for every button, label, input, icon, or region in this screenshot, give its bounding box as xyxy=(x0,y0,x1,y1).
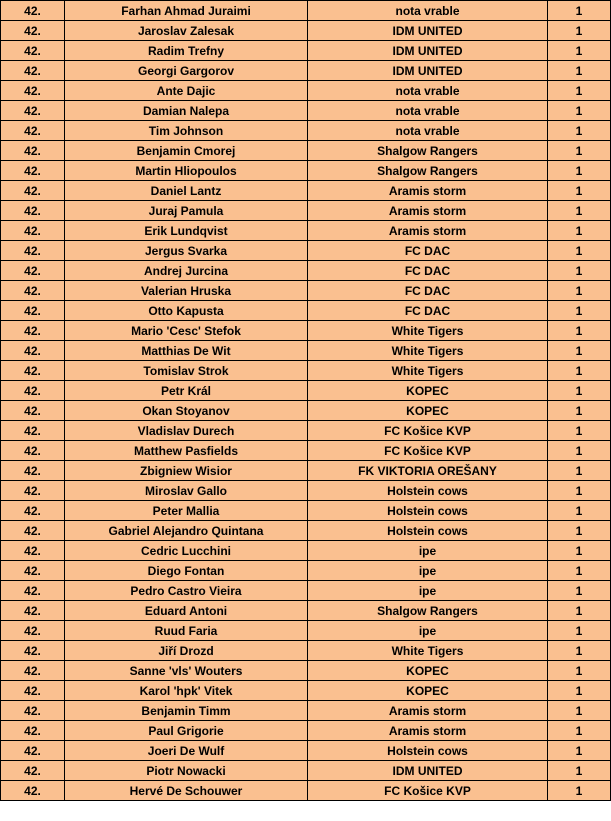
player-name-cell: Otto Kapusta xyxy=(65,301,308,321)
player-name-cell: Pedro Castro Vieira xyxy=(65,581,308,601)
player-name-cell: Joeri De Wulf xyxy=(65,741,308,761)
goals-cell: 1 xyxy=(548,261,611,281)
goals-cell: 1 xyxy=(548,301,611,321)
player-name-cell: Benjamin Cmorej xyxy=(65,141,308,161)
team-name-cell: Aramis storm xyxy=(308,201,548,221)
team-name-cell: ipe xyxy=(308,621,548,641)
table-row xyxy=(1,261,611,281)
team-name-cell: White Tigers xyxy=(308,361,548,381)
player-name-cell: Paul Grigorie xyxy=(65,721,308,741)
table-row xyxy=(1,521,611,541)
player-name-cell: Farhan Ahmad Juraimi xyxy=(65,1,308,21)
rank-cell: 42. xyxy=(1,661,65,681)
table-row xyxy=(1,21,611,41)
table-row xyxy=(1,221,611,241)
goals-cell: 1 xyxy=(548,121,611,141)
goals-cell: 1 xyxy=(548,81,611,101)
goals-cell: 1 xyxy=(548,461,611,481)
rank-cell: 42. xyxy=(1,561,65,581)
team-name-cell: FC DAC xyxy=(308,241,548,261)
rank-cell: 42. xyxy=(1,461,65,481)
rank-cell: 42. xyxy=(1,161,65,181)
team-name-cell: ipe xyxy=(308,581,548,601)
goals-cell: 1 xyxy=(548,481,611,501)
team-name-cell: KOPEC xyxy=(308,401,548,421)
goals-cell: 1 xyxy=(548,241,611,261)
table-row xyxy=(1,321,611,341)
goals-cell: 1 xyxy=(548,281,611,301)
rank-cell: 42. xyxy=(1,621,65,641)
player-name-cell: Karol 'hpk' Vitek xyxy=(65,681,308,701)
team-name-cell: FC Košice KVP xyxy=(308,441,548,461)
goals-cell: 1 xyxy=(548,181,611,201)
team-name-cell: KOPEC xyxy=(308,681,548,701)
goals-cell: 1 xyxy=(548,141,611,161)
player-name-cell: Juraj Pamula xyxy=(65,201,308,221)
rank-cell: 42. xyxy=(1,441,65,461)
rank-cell: 42. xyxy=(1,21,65,41)
rank-cell: 42. xyxy=(1,581,65,601)
team-name-cell: Aramis storm xyxy=(308,221,548,241)
team-name-cell: White Tigers xyxy=(308,341,548,361)
player-name-cell: Zbigniew Wisior xyxy=(65,461,308,481)
table-row xyxy=(1,541,611,561)
player-name-cell: Hervé De Schouwer xyxy=(65,781,308,801)
player-name-cell: Georgi Gargorov xyxy=(65,61,308,81)
player-name-cell: Erik Lundqvist xyxy=(65,221,308,241)
table-row xyxy=(1,301,611,321)
team-name-cell: Shalgow Rangers xyxy=(308,601,548,621)
rank-cell: 42. xyxy=(1,481,65,501)
team-name-cell: nota vrable xyxy=(308,81,548,101)
team-name-cell: FK VIKTORIA OREŠANY xyxy=(308,461,548,481)
table-row xyxy=(1,421,611,441)
rank-cell: 42. xyxy=(1,181,65,201)
rank-cell: 42. xyxy=(1,421,65,441)
goals-cell: 1 xyxy=(548,381,611,401)
player-name-cell: Eduard Antoni xyxy=(65,601,308,621)
team-name-cell: IDM UNITED xyxy=(308,61,548,81)
table-row xyxy=(1,621,611,641)
team-name-cell: Shalgow Rangers xyxy=(308,161,548,181)
team-name-cell: ipe xyxy=(308,541,548,561)
table-row xyxy=(1,161,611,181)
rank-cell: 42. xyxy=(1,201,65,221)
rank-cell: 42. xyxy=(1,641,65,661)
table-row xyxy=(1,41,611,61)
rank-cell: 42. xyxy=(1,681,65,701)
goals-cell: 1 xyxy=(548,521,611,541)
table-row xyxy=(1,641,611,661)
table-row xyxy=(1,761,611,781)
goals-cell: 1 xyxy=(548,761,611,781)
player-name-cell: Okan Stoyanov xyxy=(65,401,308,421)
table-row xyxy=(1,1,611,21)
player-name-cell: Ante Dajic xyxy=(65,81,308,101)
table-row xyxy=(1,661,611,681)
goals-cell: 1 xyxy=(548,221,611,241)
table-row xyxy=(1,401,611,421)
table-row xyxy=(1,461,611,481)
rank-cell: 42. xyxy=(1,301,65,321)
table-row xyxy=(1,441,611,461)
rank-cell: 42. xyxy=(1,381,65,401)
player-name-cell: Jergus Svarka xyxy=(65,241,308,261)
player-name-cell: Mario 'Cesc' Stefok xyxy=(65,321,308,341)
goals-cell: 1 xyxy=(548,701,611,721)
player-name-cell: Gabriel Alejandro Quintana xyxy=(65,521,308,541)
team-name-cell: nota vrable xyxy=(308,1,548,21)
team-name-cell: Holstein cows xyxy=(308,741,548,761)
rank-cell: 42. xyxy=(1,761,65,781)
table-row xyxy=(1,721,611,741)
player-name-cell: Petr Král xyxy=(65,381,308,401)
player-name-cell: Piotr Nowacki xyxy=(65,761,308,781)
table-row xyxy=(1,101,611,121)
player-name-cell: Diego Fontan xyxy=(65,561,308,581)
team-name-cell: IDM UNITED xyxy=(308,21,548,41)
team-name-cell: nota vrable xyxy=(308,121,548,141)
table-row xyxy=(1,141,611,161)
team-name-cell: Aramis storm xyxy=(308,181,548,201)
player-name-cell: Radim Trefny xyxy=(65,41,308,61)
rank-cell: 42. xyxy=(1,81,65,101)
team-name-cell: FC DAC xyxy=(308,261,548,281)
table-row xyxy=(1,241,611,261)
table-row xyxy=(1,81,611,101)
rank-cell: 42. xyxy=(1,221,65,241)
rank-cell: 42. xyxy=(1,1,65,21)
team-name-cell: White Tigers xyxy=(308,641,548,661)
table-row xyxy=(1,361,611,381)
team-name-cell: nota vrable xyxy=(308,101,548,121)
team-name-cell: Holstein cows xyxy=(308,501,548,521)
goals-cell: 1 xyxy=(548,161,611,181)
rank-cell: 42. xyxy=(1,401,65,421)
goals-cell: 1 xyxy=(548,641,611,661)
team-name-cell: IDM UNITED xyxy=(308,761,548,781)
team-name-cell: FC Košice KVP xyxy=(308,421,548,441)
player-name-cell: Jiří Drozd xyxy=(65,641,308,661)
player-name-cell: Valerian Hruska xyxy=(65,281,308,301)
table-row xyxy=(1,181,611,201)
rank-cell: 42. xyxy=(1,601,65,621)
rank-cell: 42. xyxy=(1,121,65,141)
scorers-table-body xyxy=(1,1,611,801)
rank-cell: 42. xyxy=(1,321,65,341)
table-row xyxy=(1,501,611,521)
player-name-cell: Miroslav Gallo xyxy=(65,481,308,501)
team-name-cell: FC Košice KVP xyxy=(308,781,548,801)
goals-cell: 1 xyxy=(548,441,611,461)
goals-cell: 1 xyxy=(548,21,611,41)
table-row xyxy=(1,681,611,701)
goals-cell: 1 xyxy=(548,561,611,581)
table-row xyxy=(1,701,611,721)
player-name-cell: Damian Nalepa xyxy=(65,101,308,121)
team-name-cell: IDM UNITED xyxy=(308,41,548,61)
rank-cell: 42. xyxy=(1,721,65,741)
team-name-cell: Aramis storm xyxy=(308,701,548,721)
rank-cell: 42. xyxy=(1,261,65,281)
rank-cell: 42. xyxy=(1,361,65,381)
rank-cell: 42. xyxy=(1,101,65,121)
team-name-cell: Aramis storm xyxy=(308,721,548,741)
goals-cell: 1 xyxy=(548,721,611,741)
table-row xyxy=(1,381,611,401)
goals-cell: 1 xyxy=(548,321,611,341)
goals-cell: 1 xyxy=(548,421,611,441)
goals-cell: 1 xyxy=(548,601,611,621)
goals-cell: 1 xyxy=(548,621,611,641)
player-name-cell: Cedric Lucchini xyxy=(65,541,308,561)
player-name-cell: Martin Hliopoulos xyxy=(65,161,308,181)
goals-cell: 1 xyxy=(548,201,611,221)
rank-cell: 42. xyxy=(1,781,65,801)
rank-cell: 42. xyxy=(1,61,65,81)
goals-cell: 1 xyxy=(548,681,611,701)
player-name-cell: Vladislav Durech xyxy=(65,421,308,441)
team-name-cell: ipe xyxy=(308,561,548,581)
team-name-cell: FC DAC xyxy=(308,301,548,321)
goals-cell: 1 xyxy=(548,361,611,381)
table-row xyxy=(1,481,611,501)
table-row xyxy=(1,121,611,141)
team-name-cell: FC DAC xyxy=(308,281,548,301)
table-row xyxy=(1,341,611,361)
team-name-cell: KOPEC xyxy=(308,381,548,401)
table-row xyxy=(1,741,611,761)
goals-cell: 1 xyxy=(548,1,611,21)
player-name-cell: Matthias De Wit xyxy=(65,341,308,361)
player-name-cell: Tomislav Strok xyxy=(65,361,308,381)
team-name-cell: Shalgow Rangers xyxy=(308,141,548,161)
player-name-cell: Benjamin Timm xyxy=(65,701,308,721)
goals-cell: 1 xyxy=(548,501,611,521)
rank-cell: 42. xyxy=(1,741,65,761)
goals-cell: 1 xyxy=(548,781,611,801)
goals-cell: 1 xyxy=(548,401,611,421)
team-name-cell: Holstein cows xyxy=(308,481,548,501)
player-name-cell: Andrej Jurcina xyxy=(65,261,308,281)
table-row xyxy=(1,561,611,581)
table-row xyxy=(1,781,611,801)
goals-cell: 1 xyxy=(548,341,611,361)
rank-cell: 42. xyxy=(1,521,65,541)
player-name-cell: Jaroslav Zalesak xyxy=(65,21,308,41)
team-name-cell: Holstein cows xyxy=(308,521,548,541)
player-name-cell: Matthew Pasfields xyxy=(65,441,308,461)
rank-cell: 42. xyxy=(1,541,65,561)
rank-cell: 42. xyxy=(1,341,65,361)
player-name-cell: Peter Mallia xyxy=(65,501,308,521)
player-name-cell: Ruud Faria xyxy=(65,621,308,641)
goals-cell: 1 xyxy=(548,41,611,61)
table-row xyxy=(1,581,611,601)
goals-cell: 1 xyxy=(548,101,611,121)
table-row xyxy=(1,601,611,621)
goals-cell: 1 xyxy=(548,541,611,561)
rank-cell: 42. xyxy=(1,141,65,161)
goals-cell: 1 xyxy=(548,661,611,681)
player-name-cell: Daniel Lantz xyxy=(65,181,308,201)
table-row xyxy=(1,201,611,221)
team-name-cell: White Tigers xyxy=(308,321,548,341)
table-row xyxy=(1,281,611,301)
player-name-cell: Tim Johnson xyxy=(65,121,308,141)
goals-cell: 1 xyxy=(548,61,611,81)
rank-cell: 42. xyxy=(1,281,65,301)
rank-cell: 42. xyxy=(1,41,65,61)
goals-cell: 1 xyxy=(548,741,611,761)
rank-cell: 42. xyxy=(1,701,65,721)
rank-cell: 42. xyxy=(1,501,65,521)
player-name-cell: Sanne 'vls' Wouters xyxy=(65,661,308,681)
table-row xyxy=(1,61,611,81)
rank-cell: 42. xyxy=(1,241,65,261)
goals-cell: 1 xyxy=(548,581,611,601)
team-name-cell: KOPEC xyxy=(308,661,548,681)
